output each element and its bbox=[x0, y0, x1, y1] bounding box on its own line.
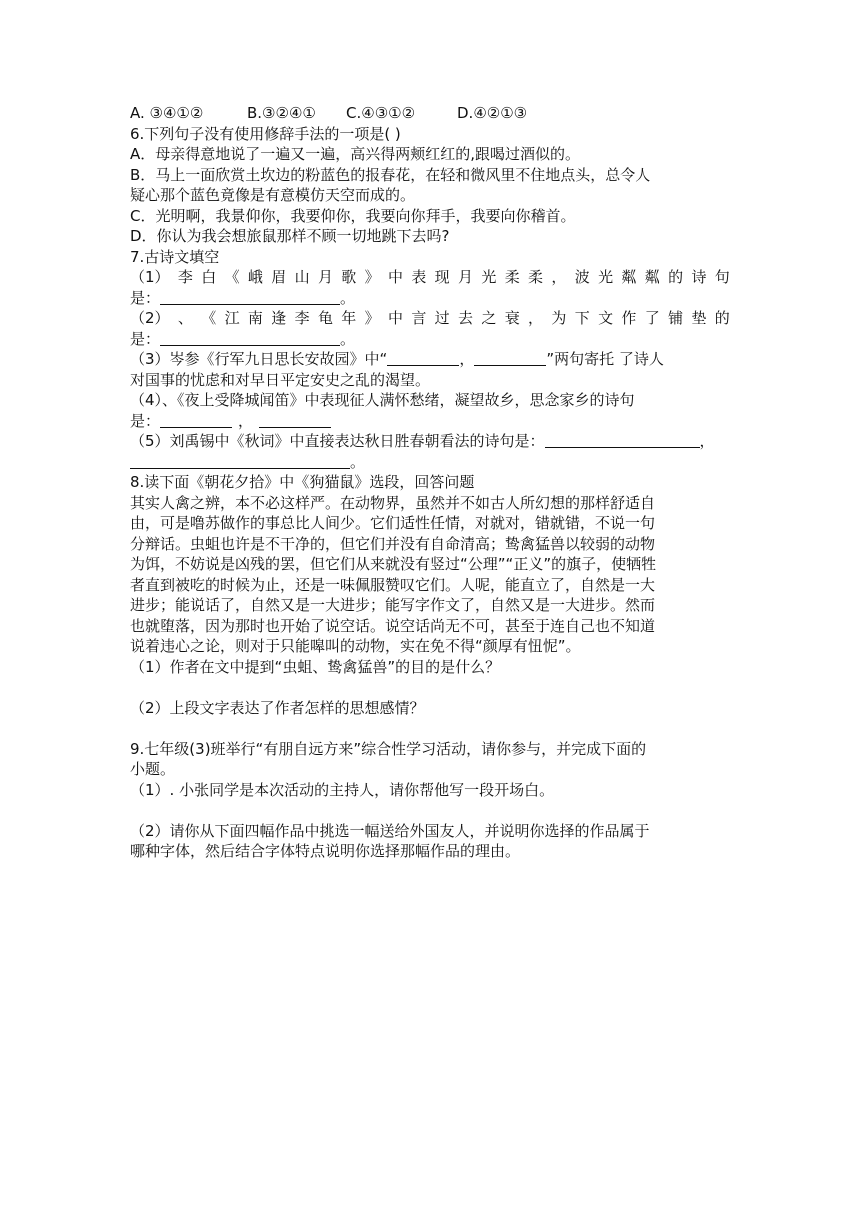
verse-char: 白 bbox=[201, 268, 217, 286]
verse-char: 月 bbox=[458, 268, 474, 286]
q8-passage-line: 由，可是噜苏做作的事总比人间少。它们适性任情，对就对，错就错，不说一句 bbox=[130, 514, 656, 532]
verse-char: 文 bbox=[598, 309, 614, 327]
verse-char: 《 bbox=[201, 309, 217, 327]
q6-option-b-line2: 疑心那个蓝色竟像是有意模仿天空而成的。 bbox=[130, 186, 416, 204]
answer-blank[interactable] bbox=[130, 454, 350, 469]
answer-blank[interactable] bbox=[160, 331, 340, 346]
q5-option-d: D.④②①③ bbox=[457, 104, 528, 122]
verse-char: 的 bbox=[668, 268, 684, 286]
verse-char: 中 bbox=[387, 309, 403, 327]
answer-blank[interactable] bbox=[474, 351, 546, 366]
q8-passage-line: 进步；能说话了，自然又是一大进步；能写字作文了，自然又是一大进步。然而 bbox=[130, 596, 656, 614]
q6-option-a: A．母亲得意地说了一遍又一遍，高兴得两颊红红的,跟喝过酒似的。 bbox=[130, 145, 581, 163]
verse-char: 》 bbox=[364, 309, 380, 327]
verse-char: 波 bbox=[574, 268, 590, 286]
verse-char: 下 bbox=[574, 309, 590, 327]
verse-char: 歌 bbox=[341, 268, 357, 286]
q9-sub1: （1）. 小张同学是本次活动的主持人，请你帮他写一段开场白。 bbox=[130, 780, 555, 799]
verse-char: （2） bbox=[130, 309, 170, 327]
verse-char: 铺 bbox=[668, 309, 684, 327]
q8-passage-line: 为饵，不妨说是凶残的罢，但它们从来就没有竖过“公理”“正义”的旗子，使牺牲 bbox=[130, 555, 657, 573]
q7-item4-line1: （4）、《夜上受降城闻笛》中表现征人满怀愁绪，凝望故乡，思念家乡的诗句 bbox=[130, 391, 635, 409]
verse-char: ， bbox=[551, 268, 567, 286]
verse-char: 之 bbox=[481, 309, 497, 327]
answer-blank[interactable] bbox=[160, 413, 232, 428]
verse-char: 龟 bbox=[317, 309, 333, 327]
q7-item5-line2: 。 bbox=[130, 452, 730, 473]
verse-char: 粼 bbox=[621, 268, 637, 286]
q7-item1-line1 bbox=[130, 267, 730, 288]
verse-char: 柔 bbox=[528, 268, 544, 286]
q8-stem: 8.读下面《朝花夕拾》中《狗猫鼠》选段，回答问题 bbox=[130, 473, 475, 491]
verse-char: 的 bbox=[714, 309, 730, 327]
q7-item1-line2: 是： 。 bbox=[130, 288, 356, 307]
q8-sub2: （2）上段文字表达了作者怎样的思想感情？ bbox=[130, 698, 425, 717]
q7-item4-line2: 是： ， bbox=[130, 411, 730, 432]
verse-char: 逢 bbox=[271, 309, 287, 327]
verse-char: ， bbox=[528, 309, 544, 327]
answer-blank[interactable] bbox=[160, 290, 340, 305]
verse-char: 作 bbox=[621, 309, 637, 327]
verse-char: 年 bbox=[341, 309, 357, 327]
verse-char: 现 bbox=[434, 268, 450, 286]
q9-sub2-line2: 哪种字体，然后结合字体特点说明你选择那幅作品的理由。 bbox=[130, 842, 521, 860]
q9-stem-line2: 小题。 bbox=[130, 760, 176, 778]
answer-blank[interactable] bbox=[259, 413, 331, 428]
q8-passage-line: 也就堕落，因为那时也开始了说空话。说空话尚无不可，甚至于连自己也不知道 bbox=[130, 616, 656, 635]
verse-char: 江 bbox=[224, 309, 240, 327]
verse-char: 》 bbox=[364, 268, 380, 286]
verse-char: 中 bbox=[387, 268, 403, 286]
verse-char: 过 bbox=[434, 309, 450, 327]
verse-char: 李 bbox=[294, 309, 310, 327]
q5-option-a: A. ③④①② bbox=[130, 104, 204, 122]
verse-char: 光 bbox=[481, 268, 497, 286]
q8-passage-line: 分辩话。虫蛆也许是不干净的，但它们并没有自命清高；鸷禽猛兽以较弱的动物 bbox=[130, 534, 656, 553]
answer-blank[interactable] bbox=[545, 433, 700, 448]
verse-char: （1） bbox=[130, 268, 170, 286]
q7-item2-line1 bbox=[130, 308, 730, 329]
verse-char: 柔 bbox=[504, 268, 520, 286]
q5-option-b: B.③②④① bbox=[247, 104, 316, 122]
verse-char: 表 bbox=[411, 268, 427, 286]
q7-item2-line2: 是： 。 bbox=[130, 329, 356, 348]
q8-passage-line: 说着违心之论，则对于只能嗥叫的动物，实在免不得“颜厚有忸怩”。 bbox=[130, 637, 581, 655]
verse-char: 去 bbox=[458, 309, 474, 327]
q5-options bbox=[130, 103, 730, 124]
verse-char: 了 bbox=[644, 309, 660, 327]
verse-char: 为 bbox=[551, 309, 567, 327]
q6-option-b-line1: B．马上一面欣赏土坎边的粉蓝色的报春花，在轻和微风里不住地点头，总令人 bbox=[130, 165, 651, 184]
q7-item3-line1: （3）岑参《行军九日思长安故园》中“ ， ”两句寄托 了诗人 bbox=[130, 350, 664, 368]
verse-char: 衰 bbox=[504, 309, 520, 327]
verse-char: 眉 bbox=[271, 268, 287, 286]
q8-passage-line: 其实人禽之辨，本不必这样严。在动物界，虽然并不如古人所幻想的那样舒适自 bbox=[130, 493, 656, 512]
q8-passage-line: 者直到被吃的时候为止，还是一味佩服赞叹它们。人呢，能直立了，自然是一大 bbox=[130, 575, 656, 594]
q6-option-d: D．你认为我会想旅鼠那样不顾一切地跳下去吗? bbox=[130, 227, 450, 245]
q6-option-c: C．光明啊，我景仰你，我要仰你，我要向你拜手，我要向你稽首。 bbox=[130, 206, 576, 225]
answer-blank[interactable] bbox=[387, 351, 459, 366]
q7-stem: 7.古诗文填空 bbox=[130, 247, 220, 266]
verse-char: 、 bbox=[177, 309, 193, 327]
verse-char: 峨 bbox=[247, 268, 263, 286]
verse-char: 光 bbox=[598, 268, 614, 286]
verse-char: 月 bbox=[317, 268, 333, 286]
verse-char: 山 bbox=[294, 268, 310, 286]
verse-char: 南 bbox=[247, 309, 263, 327]
q9-stem-line1: 9.七年级(3)班举行“有朋自远方来”综合性学习活动，请你参与，并完成下面的 bbox=[130, 739, 647, 758]
verse-char: 粼 bbox=[644, 268, 660, 286]
verse-char: 句 bbox=[714, 268, 730, 286]
exam-page bbox=[130, 103, 730, 862]
verse-char: 《 bbox=[224, 268, 240, 286]
q9-sub2-line1: （2）请你从下面四幅作品中挑选一幅送给外国友人，并说明你选择的作品属于 bbox=[130, 821, 650, 840]
verse-char: 诗 bbox=[691, 268, 707, 286]
q5-option-c: C.④③①② bbox=[346, 104, 416, 122]
q7-item3-line2: 对国事的忧虑和对早日平定安史之乱的渴望。 bbox=[130, 370, 431, 389]
verse-char: 言 bbox=[411, 309, 427, 327]
q6-stem: 6.下列句子没有使用修辞手法的一项是( ) bbox=[130, 124, 401, 143]
q8-sub1: （1）作者在文中提到“虫蛆、鸷禽猛兽”的目的是什么？ bbox=[130, 657, 501, 676]
q7-item5-line1: （5）刘禹锡中《秋词》中直接表达秋日胜春朝看法的诗句是： ， bbox=[130, 432, 715, 450]
verse-char: 垫 bbox=[691, 309, 707, 327]
verse-char: 李 bbox=[177, 268, 193, 286]
